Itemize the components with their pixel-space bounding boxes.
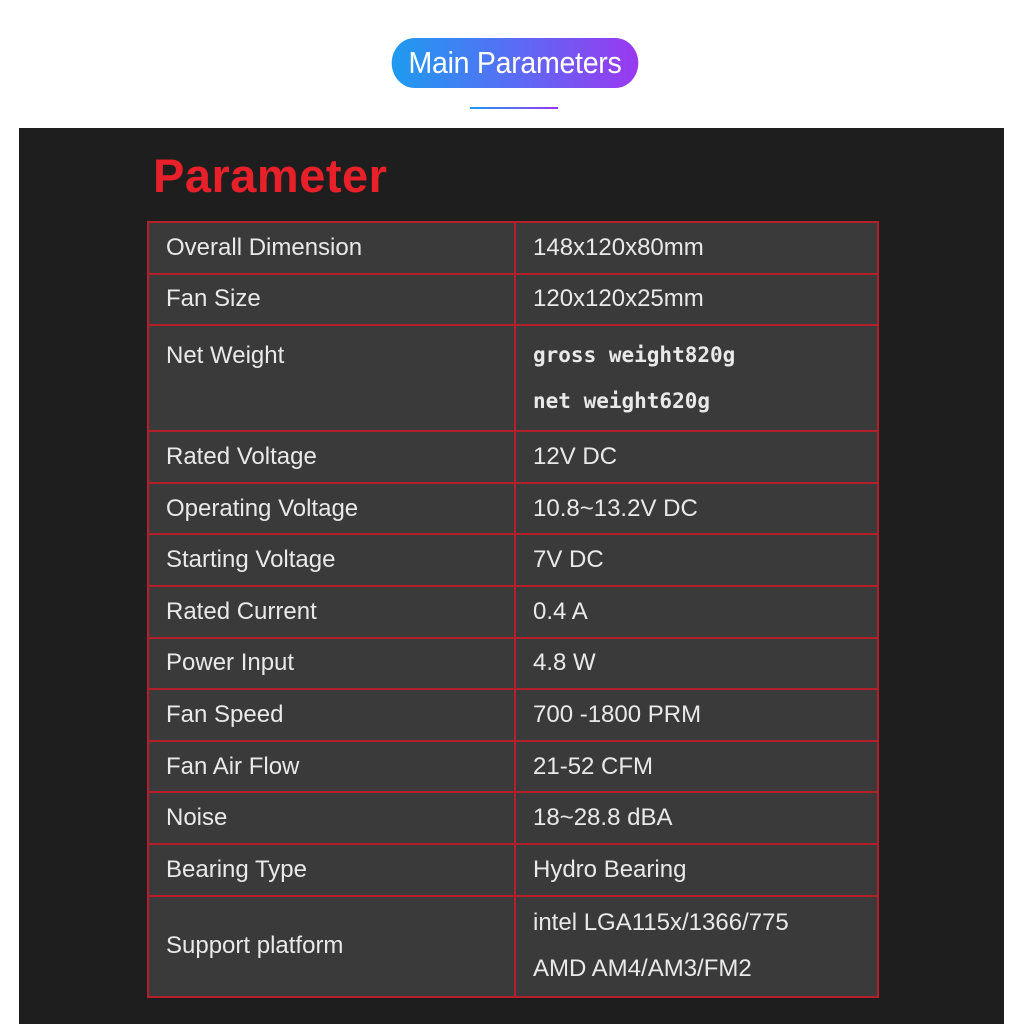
main-parameters-banner [392, 38, 639, 88]
row-value-multi [515, 896, 878, 997]
table-row [148, 431, 878, 483]
row-label: Rated Voltage [148, 431, 515, 483]
row-value: Hydro Bearing [515, 844, 878, 896]
row-label: Rated Current [148, 586, 515, 638]
section-heading: Parameter [153, 149, 388, 202]
table-row [148, 274, 878, 326]
row-value: 21-52 CFM [515, 741, 878, 793]
row-value-line: gross weight820g [533, 343, 736, 368]
row-label: Operating Voltage [148, 483, 515, 535]
parameter-table [147, 221, 879, 998]
row-value: 18~28.8 dBA [515, 792, 878, 844]
row-label: Fan Air Flow [148, 741, 515, 793]
table-row [148, 325, 878, 431]
row-value: 12V DC [515, 431, 878, 483]
row-value-line: AMD AM4/AM3/FM2 [533, 955, 752, 983]
row-label: Fan Size [148, 274, 515, 326]
table-row [148, 638, 878, 690]
table-row [148, 222, 878, 274]
row-value: 7V DC [515, 534, 878, 586]
banner-title: Main Parameters [408, 45, 622, 80]
table-row [148, 741, 878, 793]
table-row [148, 844, 878, 896]
row-label: Net Weight [148, 325, 515, 431]
row-label: Support platform [148, 896, 515, 997]
row-value-line: intel LGA115x/1366/775 [533, 909, 789, 937]
table-row [148, 483, 878, 535]
row-value: 0.4 A [515, 586, 878, 638]
table-row [148, 586, 878, 638]
table-row [148, 792, 878, 844]
row-label: Fan Speed [148, 689, 515, 741]
row-value: 120x120x25mm [515, 274, 878, 326]
row-value: 148x120x80mm [515, 222, 878, 274]
row-value-multi [515, 325, 878, 431]
row-label: Power Input [148, 638, 515, 690]
row-label: Bearing Type [148, 844, 515, 896]
table-row [148, 534, 878, 586]
row-label: Overall Dimension [148, 222, 515, 274]
row-value-line: net weight620g [533, 389, 711, 414]
row-label: Noise [148, 792, 515, 844]
row-value: 4.8 W [515, 638, 878, 690]
row-value: 700 -1800 PRM [515, 689, 878, 741]
banner-underline [470, 107, 558, 109]
table-row [148, 689, 878, 741]
row-value: 10.8~13.2V DC [515, 483, 878, 535]
table-row [148, 896, 878, 997]
row-label: Starting Voltage [148, 534, 515, 586]
